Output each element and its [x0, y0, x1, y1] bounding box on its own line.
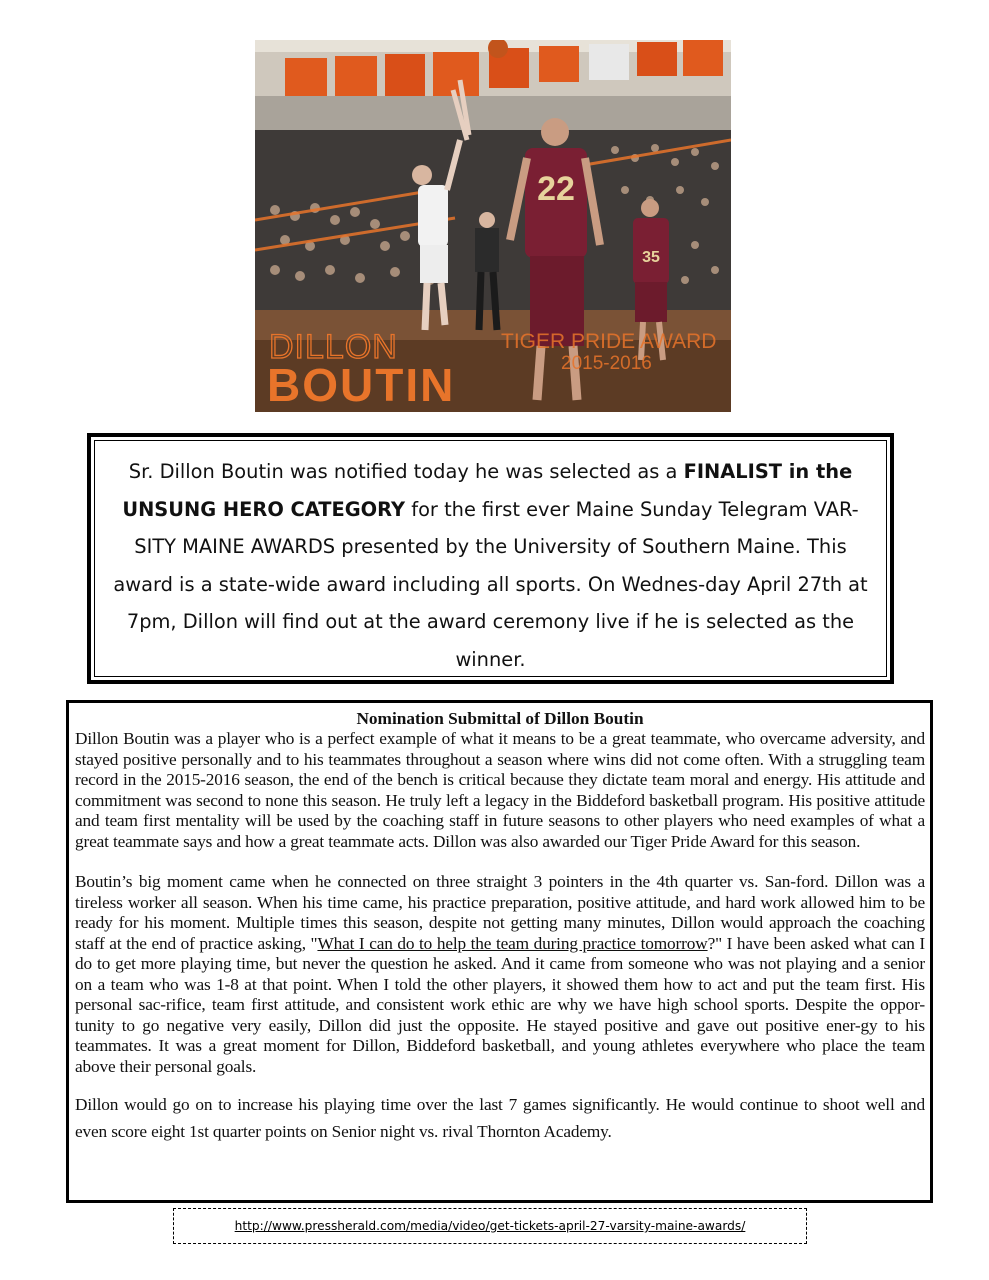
- jersey-number-22: 22: [537, 170, 575, 208]
- announcement-highlight: FINALIST in the UNSUNG HERO CATEGORY: [122, 460, 853, 521]
- nomination-quote: What I can do to help the team during practice tomorrow: [317, 933, 708, 953]
- photo-award-year: 2015-2016: [561, 353, 652, 374]
- nomination-paragraph-2-before: Boutin’s big moment came when he connected on three straight 3 pointers in the 4th quarter vs. San-ford. Dillon was a tireless worker all season. When his time came, his practice preparation, positive attitude, and hard work allowed him to be ready for his moment. Multiple times this season, despite not getting many minutes, Dillon would approach the coaching staff at the end of practice asking, ": [75, 872, 925, 953]
- announcement-rest: for the first ever Maine Sunday Telegram VAR-SITY MAINE AWARDS presented by the University of Southern Maine. This award is a state-wide award including all sports. On Wednes-day April 27th at 7pm, Dillon will find out at the award ceremony live if he is selected as the winner.: [113, 497, 868, 671]
- press-herald-link[interactable]: http://www.pressherald.com/media/video/get-tickets-april-27-varsity-maine-awards/: [234, 1219, 746, 1233]
- url-box: [173, 1208, 807, 1244]
- announcement-inner-frame: [94, 440, 887, 677]
- jersey-number-35: 35: [642, 249, 660, 266]
- nomination-paragraph-2: [75, 872, 925, 1077]
- nomination-box: [66, 700, 933, 1203]
- announcement-text: [103, 453, 878, 678]
- nomination-paragraph-3: Dillon would go on to increase his playing time over the last 7 games significantly. He would continue to shoot well and even score eight 1st quarter points on Senior night vs. rival Thornton Academy.: [75, 1095, 925, 1141]
- basketball-photo: [255, 40, 731, 412]
- nomination-paragraph-1: Dillon Boutin was a player who is a perfect example of what it means to be a great teammate, who overcame adversity, and stayed positive personally and to his teammates throughout a season where wins did not come often. With a struggling team record in the 2015-2016 season, the end of the bench is critical because they dictate team moral and energy. His attitude and commitment was second to none this season. He truly left a legacy in the Biddeford basketball program. His positive attitude and team first mentality will be used by the coaching staff in future seasons to other players who need examples of what a great teammate says and how a great teammate acts. Dillon was also awarded our Tiger Pride Award for this season.: [75, 729, 925, 851]
- nomination-title: Nomination Submittal of Dillon Boutin: [356, 709, 644, 728]
- photo-caption-last-name: BOUTIN: [267, 359, 456, 411]
- photo-caption-first-name: DILLON: [269, 328, 398, 366]
- photo-award-title: TIGER PRIDE AWARD: [501, 330, 717, 353]
- announcement-box: [87, 433, 894, 684]
- announcement-lead: Sr. Dillon Boutin was notified today he was selected as a: [128, 460, 684, 483]
- nomination-paragraph-2-after: ?" I have been asked what can I do to get more playing time, but never the question he asked. And it came from someone who was not playing and a senior on a team who was 1-8 at that point. When I told the other players, it showed them how to act and put the team first. His personal sac-rifice, team first attitude, and consistent work ethic are why we have high school sports. Despite the oppor-tunity to go negative very easily, Dillon did just the opposite. He stayed positive and gave out positive ener-gy to his teammates. It was a great moment for Dillon, Biddeford basketball, and young athletes everywhere who place the team above their personal goals.: [75, 933, 925, 1076]
